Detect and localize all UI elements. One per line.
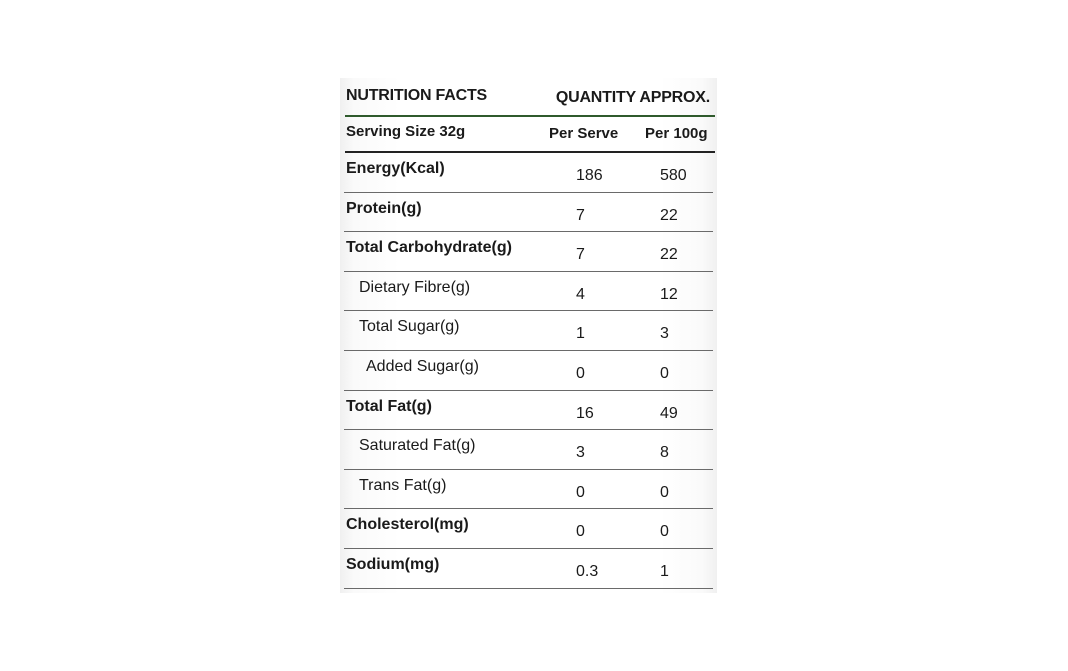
col-header-per-100g: Per 100g <box>645 125 708 142</box>
col-header-per-serve: Per Serve <box>549 125 619 142</box>
nutrient-row <box>344 311 713 351</box>
per-100g-value: 49 <box>660 404 678 422</box>
per-100g-value: 22 <box>660 206 678 224</box>
nutrient-row <box>344 470 713 510</box>
per-serve-value: 0 <box>576 364 585 382</box>
column-header-row <box>340 117 717 151</box>
nutrient-row <box>344 272 713 312</box>
nutrient-name: Total Sugar(g) <box>359 318 460 336</box>
nutrient-name: Trans Fat(g) <box>359 476 447 494</box>
per-100g-value: 0 <box>660 364 669 382</box>
nutrient-name: Total Carbohydrate(g) <box>346 239 512 257</box>
nutrient-name: Protein(g) <box>346 199 422 217</box>
nutrient-row <box>344 509 713 549</box>
per-100g-value: 0 <box>660 523 669 541</box>
nutrient-name: Saturated Fat(g) <box>359 437 476 455</box>
per-100g-value: 1 <box>660 562 669 580</box>
per-serve-value: 0 <box>576 523 585 541</box>
per-100g-value: 3 <box>660 325 669 343</box>
nutrient-name: Dietary Fibre(g) <box>359 278 471 296</box>
nutrient-row <box>344 351 713 391</box>
per-serve-value: 7 <box>576 206 585 224</box>
per-100g-value: 8 <box>660 444 669 462</box>
per-serve-value: 1 <box>576 325 585 343</box>
per-serve-value: 0.3 <box>576 562 599 580</box>
nutrition-facts-label <box>340 78 717 593</box>
per-serve-value: 4 <box>576 285 585 303</box>
per-100g-value: 580 <box>660 167 687 184</box>
nutrient-row <box>344 232 713 272</box>
nutrient-name: Total Fat(g) <box>346 397 432 415</box>
nutrient-row <box>344 193 713 233</box>
per-100g-value: 22 <box>660 246 678 264</box>
per-100g-value: 0 <box>660 483 669 501</box>
nutrient-name: Energy(Kcal) <box>346 160 445 177</box>
per-serve-value: 16 <box>576 404 594 422</box>
nutrient-row <box>344 153 713 193</box>
per-serve-value: 0 <box>576 483 585 501</box>
nutrient-rows <box>340 153 717 589</box>
nutrient-row <box>344 549 713 589</box>
serving-size: Serving Size 32g <box>346 123 466 140</box>
nutrient-row <box>344 430 713 470</box>
per-serve-value: 7 <box>576 246 585 264</box>
nutrient-name: Added Sugar(g) <box>366 357 479 375</box>
label-title-row <box>340 78 717 116</box>
nutrient-name: Sodium(mg) <box>346 555 440 573</box>
per-100g-value: 12 <box>660 285 678 303</box>
label-title: NUTRITION FACTS <box>346 87 487 104</box>
per-serve-value: 3 <box>576 444 585 462</box>
nutrient-row <box>344 391 713 431</box>
quantity-heading: QUANTITY APPROX. <box>555 89 710 106</box>
per-serve-value: 186 <box>576 167 603 184</box>
nutrient-name: Cholesterol(mg) <box>346 516 469 534</box>
